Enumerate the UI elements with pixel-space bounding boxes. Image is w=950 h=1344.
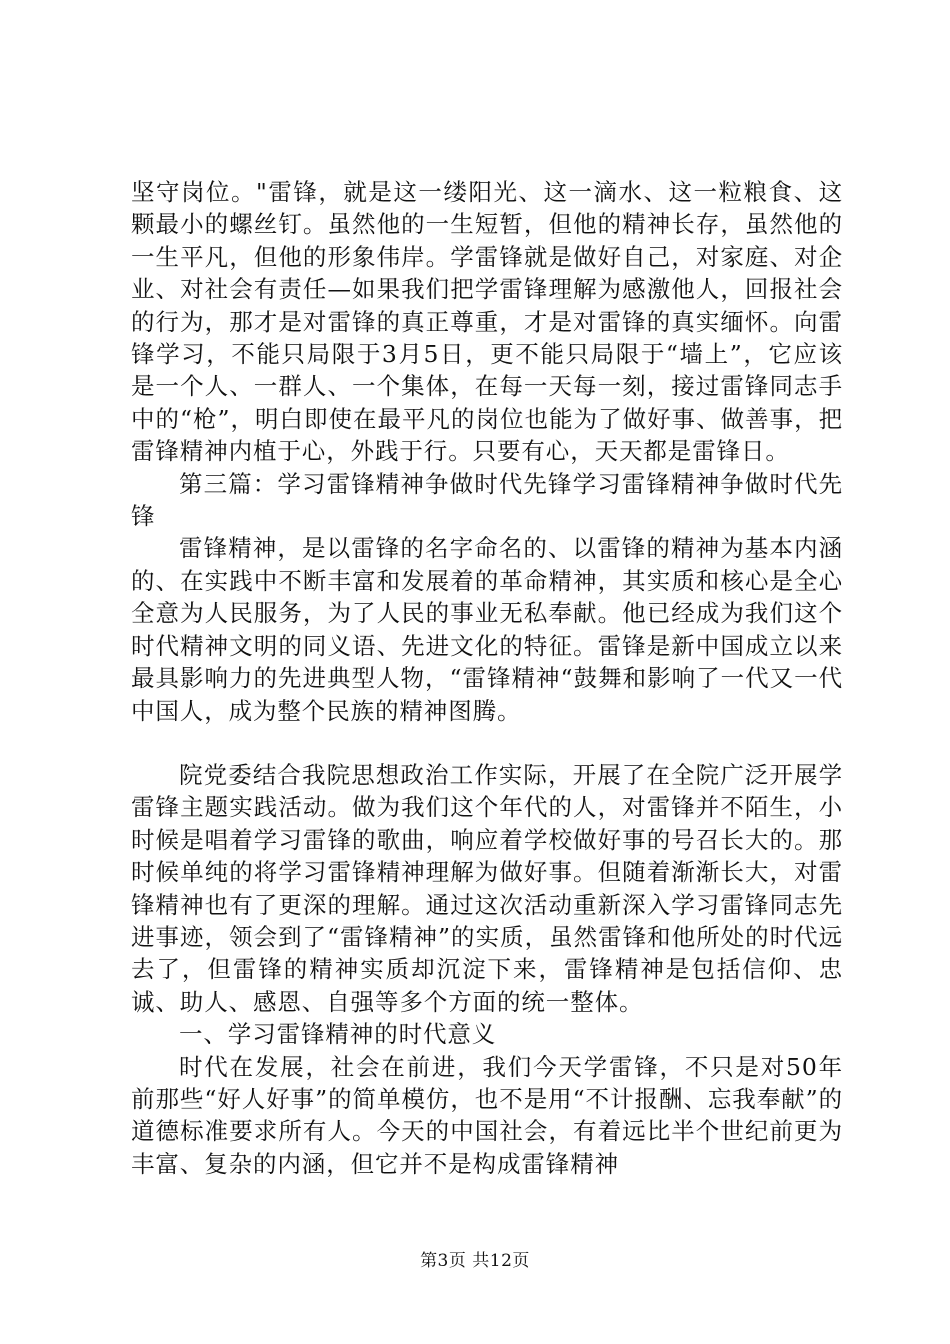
paragraph-spacer [131, 727, 843, 759]
paragraph-lei-feng-spirit: 雷锋精神，是以雷锋的名字命名的、以雷锋的精神为基本内涵的、在实践中不断丰富和发展着的革命精神，其实质和核心是全心全意为人民服务，为了人民的事业无私奉献。他已经成为我们这个时代精神文明的同义语、先进文化的特征。雷锋是新中国成立以来最具影响力的先进典型人物，“雷锋精神“鼓舞和影响了一代又一代中国人，成为整个民族的精神图腾。 [131, 534, 843, 725]
section-heading-third-article: 第三篇：学习雷锋精神争做时代先锋学习雷锋精神争做时代先锋 [131, 469, 843, 531]
paragraph-continuation: 坚守岗位。"雷锋，就是这一缕阳光、这一滴水、这一粒粮食、这颗最小的螺丝钉。虽然他的一生短暂，但他的精神长存，虽然他的一生平凡，但他的形象伟岸。学雷锋就是做好自己，对家庭、对企业、对社会有责任—如果我们把学雷锋理解为感激他人，回报社会的行为，那才是对雷锋的真正尊重，才是对雷锋的真实缅怀。向雷锋学习，不能只局限于3月5日，更不能只局限于“墙上”，它应该是一个人、一群人、一个集体，在每一天每一刻，接过雷锋同志手中的“枪”，明白即使在最平凡的岗位也能为了做好事、做善事，把雷锋精神内植于心，外践于行。只要有心，天天都是雷锋日。 [131, 178, 843, 466]
document-body [131, 176, 843, 1180]
page-footer: 第3页 共12页 [420, 1251, 530, 1271]
subheading-era-significance: 一、学习雷锋精神的时代意义 [179, 1020, 497, 1049]
paragraph-times-developing: 时代在发展，社会在前进，我们今天学雷锋，不只是对50年前那些“好人好事”的简单模仿，也不是用“不计报酬、忘我奉献”的道德标准要求所有人。今天的中国社会，有着远比半个世纪前更为丰富、复杂的内涵，但它并不是构成雷锋精神 [131, 1052, 843, 1178]
paragraph-institute-activity: 院党委结合我院思想政治工作实际，开展了在全院广泛开展学雷锋主题实践活动。做为我们这个年代的人，对雷锋并不陌生，小时候是唱着学习雷锋的歌曲，响应着学校做好事的号召长大的。那时候单纯的将学习雷锋精神理解为做好事。但随着渐渐长大，对雷锋精神也有了更深的理解。通过这次活动重新深入学习雷锋同志先进事迹，领会到了“雷锋精神”的实质，虽然雷锋和他所处的时代远去了，但雷锋的精神实质却沉淀下来，雷锋精神是包括信仰、忠诚、助人、感恩、自强等多个方面的统一整体。 [131, 760, 843, 1016]
